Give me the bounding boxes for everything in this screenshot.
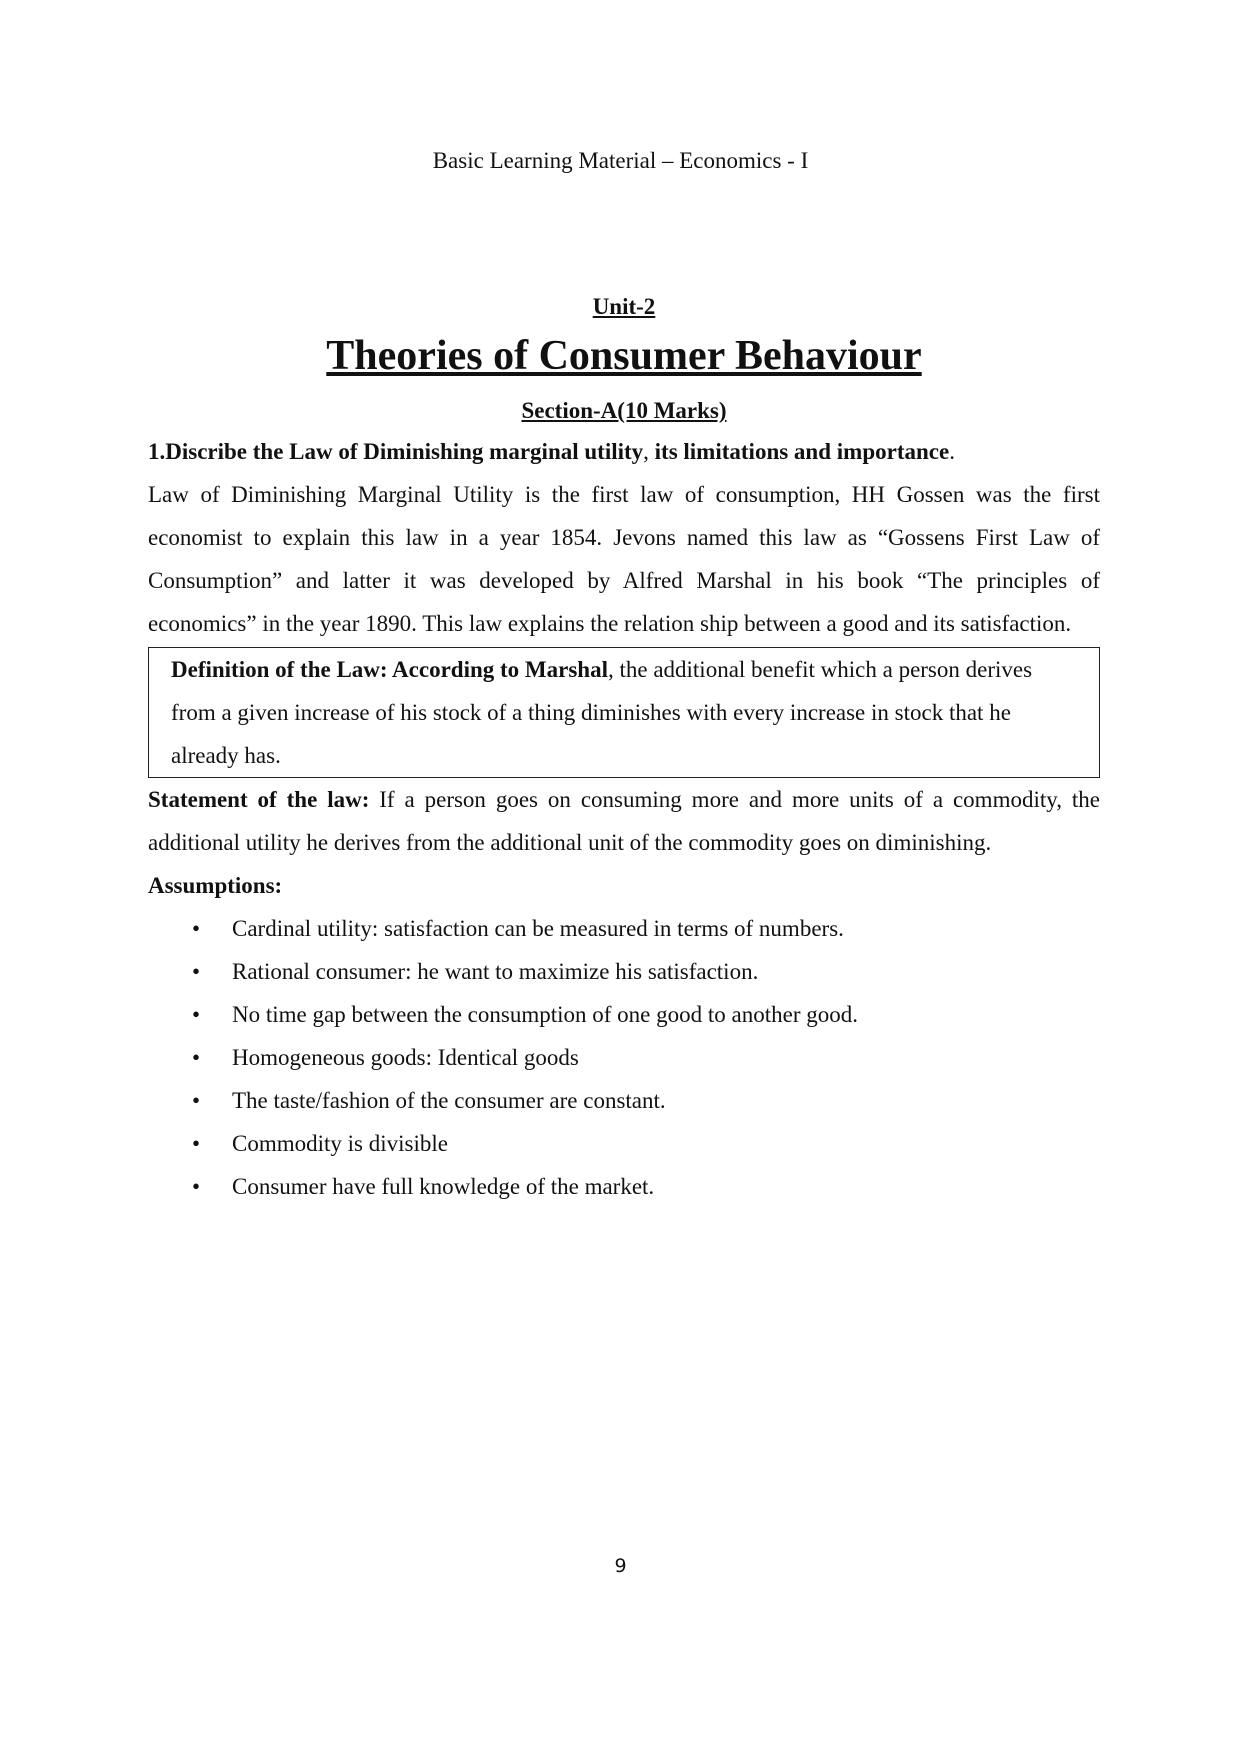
page-number: 9	[614, 1555, 627, 1577]
list-item	[192, 1122, 1100, 1165]
list-item-text: Rational consumer: he want to maximize his satisfaction.	[232, 959, 759, 984]
assumptions-list	[148, 907, 1100, 1208]
section-label: Section-A(10 Marks)	[521, 398, 727, 423]
definition-text: , the additional benefit which a person derives from a given increase of his stock of a thing diminishes with every increase in stock that he already has.	[171, 657, 1033, 768]
question-part2: its limitations and importance	[654, 439, 950, 464]
assumptions-heading: Assumptions:	[148, 873, 283, 898]
page-title: Theories of Consumer Behaviour	[326, 333, 922, 379]
question-end: .	[949, 439, 955, 464]
list-item-text: Homogeneous goods: Identical goods	[232, 1045, 579, 1070]
running-header: Basic Learning Material – Economics - I	[432, 148, 809, 173]
statement-text: If a person goes on consuming more and more units of a commodity, the additional utility he derives from the additional unit of the commodity goes on diminishing.	[148, 787, 1101, 855]
list-item-text: Consumer have full knowledge of the market.	[232, 1174, 655, 1199]
bullet-icon: •	[192, 1174, 201, 1199]
list-item-text: Commodity is divisible	[232, 1131, 448, 1156]
page-content	[148, 290, 1100, 1208]
statement-label: Statement of the law:	[148, 787, 370, 812]
statement-paragraph	[148, 778, 1100, 864]
list-item	[192, 1079, 1100, 1122]
list-item	[192, 1036, 1100, 1079]
intro-paragraph: Law of Diminishing Marginal Utility is the first law of consumption, HH Gossen was the first economist to explain this law in a year 1854. Jevons named this law as “Gossens First Law of Consumption” and latter it was developed by Alfred Marshal in his book “The principles of economics” in the year 1890. This law explains the relation ship between a good and its satisfaction.	[148, 482, 1100, 636]
question-heading	[148, 430, 1100, 473]
bullet-icon: •	[192, 1002, 201, 1027]
list-item-text: No time gap between the consumption of one good to another good.	[232, 1002, 858, 1027]
definition-label: Definition of the Law: According to Marshal	[171, 657, 608, 682]
question-part1: 1.Discribe the Law of Diminishing marginal utility	[148, 439, 644, 464]
unit-label: Unit-2	[592, 294, 656, 319]
bullet-icon: •	[192, 1045, 201, 1070]
list-item	[192, 950, 1100, 993]
list-item	[192, 1165, 1100, 1208]
list-item-text: Cardinal utility: satisfaction can be measured in terms of numbers.	[232, 916, 844, 941]
definition-box	[148, 647, 1100, 778]
question-separator: ,	[643, 439, 655, 464]
bullet-icon: •	[192, 1131, 201, 1156]
list-item-text: The taste/fashion of the consumer are constant.	[232, 1088, 666, 1113]
list-item	[192, 907, 1100, 950]
bullet-icon: •	[192, 916, 201, 941]
bullet-icon: •	[192, 959, 201, 984]
bullet-icon: •	[192, 1088, 201, 1113]
list-item	[192, 993, 1100, 1036]
